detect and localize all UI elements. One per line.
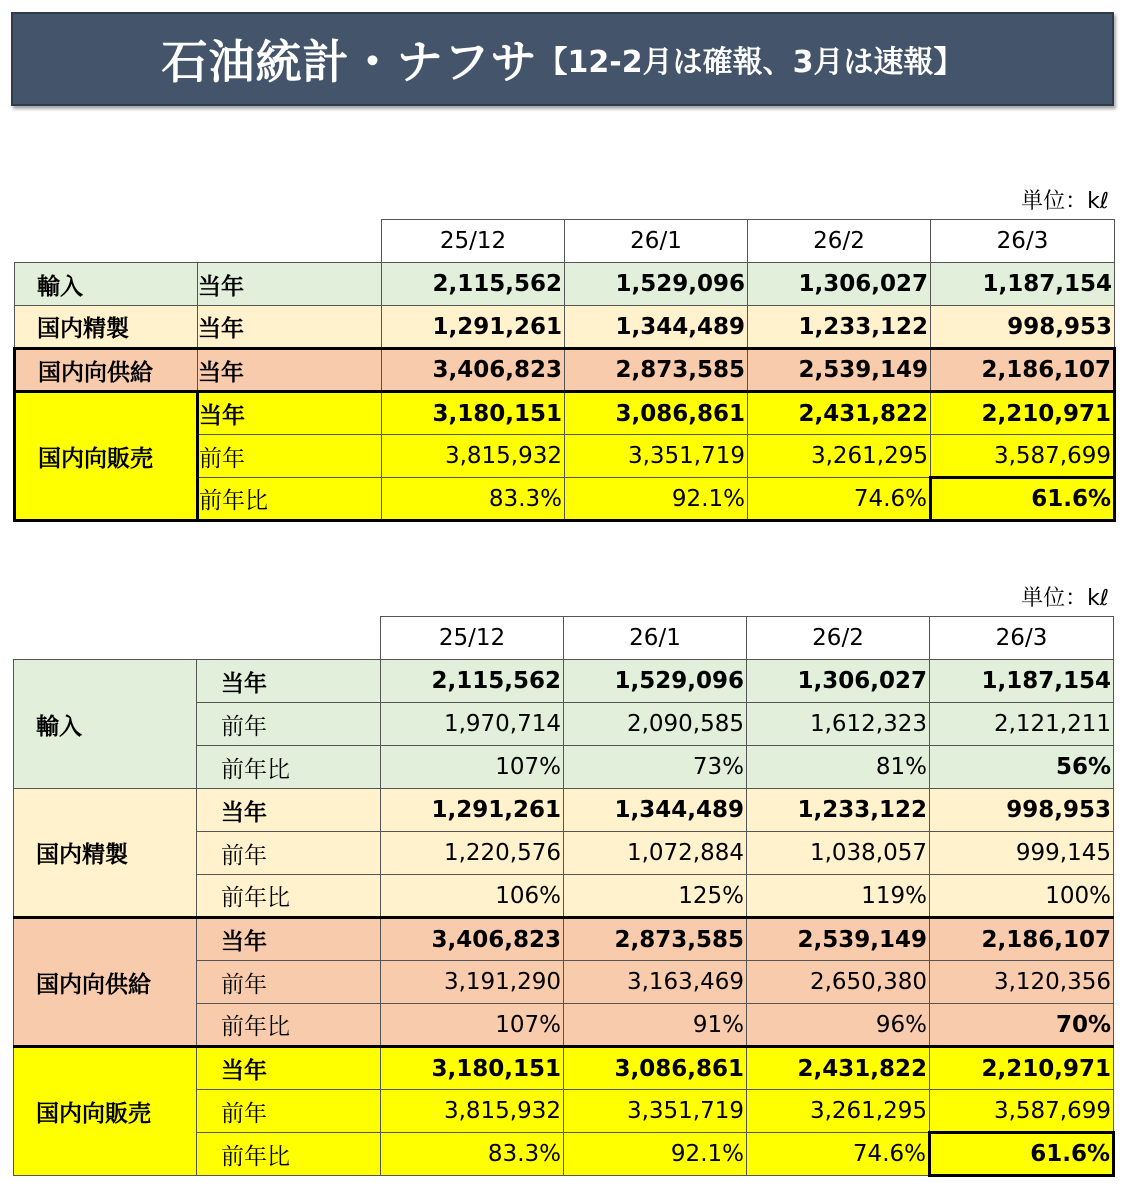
category-label: 国内精製 (15, 306, 198, 349)
value-cell: 3,587,699 (931, 435, 1115, 478)
category-label: 国内向供給 (15, 349, 198, 392)
value-cell: 2,431,822 (748, 392, 931, 435)
detail-table (13, 616, 1115, 1177)
value-cell: 1,072,884 (564, 832, 747, 875)
value-cell: 1,344,489 (565, 306, 748, 349)
value-cell: 3,120,356 (930, 961, 1114, 1004)
title-banner (11, 12, 1114, 106)
row-type-label: 当年 (197, 660, 381, 703)
value-cell: 106% (381, 875, 564, 918)
value-cell: 1,306,027 (748, 263, 931, 306)
value-cell: 119% (747, 875, 930, 918)
value-cell: 1,233,122 (748, 306, 931, 349)
value-cell: 100% (930, 875, 1114, 918)
unit-label-2: 単位：kℓ (1021, 586, 1109, 611)
import-row (15, 263, 1115, 306)
sales-current-row (15, 392, 1115, 435)
category-label: 輸入 (15, 263, 198, 306)
row-type-label: 当年 (197, 1047, 381, 1090)
value-cell: 2,115,562 (381, 660, 564, 703)
value-cell: 83.3% (381, 1133, 564, 1176)
value-cell: 1,344,489 (564, 789, 747, 832)
value-cell: 83.3% (382, 478, 565, 521)
value-cell: 3,086,861 (565, 392, 748, 435)
value-cell: 3,406,823 (382, 349, 565, 392)
value-cell: 1,291,261 (382, 306, 565, 349)
value-cell: 56% (930, 746, 1114, 789)
value-cell: 2,431,822 (747, 1047, 930, 1090)
supply-row (15, 349, 1115, 392)
value-cell: 2,090,585 (564, 703, 747, 746)
month-header: 26/1 (564, 617, 747, 660)
month-header: 26/1 (565, 220, 748, 263)
value-cell: 92.1% (564, 1133, 747, 1176)
value-cell: 998,953 (930, 789, 1114, 832)
highlighted-ratio-cell: 61.6% (930, 1133, 1114, 1176)
row-type-label: 当年 (198, 306, 382, 349)
month-header: 25/12 (382, 220, 565, 263)
month-header: 26/3 (931, 220, 1115, 263)
value-cell: 3,351,719 (564, 1090, 747, 1133)
highlighted-ratio-cell: 61.6% (931, 478, 1115, 521)
value-cell: 3,815,932 (382, 435, 565, 478)
value-cell: 1,306,027 (747, 660, 930, 703)
row-type-label: 前年 (198, 435, 382, 478)
unit-label-1: 単位：kℓ (1021, 189, 1109, 214)
value-cell: 2,115,562 (382, 263, 565, 306)
value-cell: 92.1% (565, 478, 748, 521)
value-cell: 1,233,122 (747, 789, 930, 832)
category-label: 国内向供給 (14, 918, 197, 1047)
value-cell: 125% (564, 875, 747, 918)
value-cell: 1,187,154 (931, 263, 1115, 306)
row-type-label: 当年 (198, 392, 382, 435)
page-subtitle: 【12-2月は確報、3月は速報】 (537, 45, 964, 80)
value-cell: 3,261,295 (747, 1090, 930, 1133)
row-type-label: 前年比 (197, 746, 381, 789)
value-cell: 2,650,380 (747, 961, 930, 1004)
row-type-label: 当年 (197, 918, 381, 961)
row-type-label: 当年 (198, 349, 382, 392)
value-cell: 70% (930, 1004, 1114, 1047)
month-header: 26/3 (930, 617, 1114, 660)
refining-current-row (14, 789, 1114, 832)
month-header: 25/12 (381, 617, 564, 660)
row-type-label: 前年 (197, 703, 381, 746)
category-label: 国内向販売 (14, 1047, 197, 1176)
value-cell: 1,529,096 (565, 263, 748, 306)
value-cell: 74.6% (748, 478, 931, 521)
value-cell: 3,587,699 (930, 1090, 1114, 1133)
month-header: 26/2 (747, 617, 930, 660)
value-cell: 81% (747, 746, 930, 789)
summary-table (13, 219, 1116, 522)
sales-current-row (14, 1047, 1114, 1090)
value-cell: 3,086,861 (564, 1047, 747, 1090)
row-type-label: 前年比 (197, 1004, 381, 1047)
value-cell: 999,145 (930, 832, 1114, 875)
header-row (14, 617, 1114, 660)
category-label: 輸入 (14, 660, 197, 789)
value-cell: 2,121,211 (930, 703, 1114, 746)
value-cell: 1,970,714 (381, 703, 564, 746)
value-cell: 107% (381, 746, 564, 789)
row-type-label: 前年比 (197, 875, 381, 918)
value-cell: 2,186,107 (930, 918, 1114, 961)
row-type-label: 当年 (198, 263, 382, 306)
value-cell: 1,612,323 (747, 703, 930, 746)
value-cell: 3,163,469 (564, 961, 747, 1004)
row-type-label: 前年 (197, 961, 381, 1004)
value-cell: 2,539,149 (748, 349, 931, 392)
value-cell: 74.6% (747, 1133, 930, 1176)
supply-current-row (14, 918, 1114, 961)
import-current-row (14, 660, 1114, 703)
row-type-label: 前年比 (197, 1133, 381, 1176)
row-type-label: 前年 (197, 832, 381, 875)
value-cell: 107% (381, 1004, 564, 1047)
value-cell: 1,038,057 (747, 832, 930, 875)
value-cell: 3,351,719 (565, 435, 748, 478)
value-cell: 3,191,290 (381, 961, 564, 1004)
category-label: 国内精製 (14, 789, 197, 918)
value-cell: 91% (564, 1004, 747, 1047)
row-type-label: 前年比 (198, 478, 382, 521)
category-label: 国内向販売 (15, 392, 198, 521)
value-cell: 1,220,576 (381, 832, 564, 875)
value-cell: 2,539,149 (747, 918, 930, 961)
value-cell: 2,210,971 (931, 392, 1115, 435)
value-cell: 1,291,261 (381, 789, 564, 832)
value-cell: 3,180,151 (382, 392, 565, 435)
value-cell: 3,815,932 (381, 1090, 564, 1133)
value-cell: 2,186,107 (931, 349, 1115, 392)
value-cell: 2,873,585 (564, 918, 747, 961)
row-type-label: 当年 (197, 789, 381, 832)
page-title: 石油統計・ナフサ (161, 35, 538, 89)
header-row (15, 220, 1115, 263)
value-cell: 2,210,971 (930, 1047, 1114, 1090)
value-cell: 73% (564, 746, 747, 789)
value-cell: 1,529,096 (564, 660, 747, 703)
value-cell: 998,953 (931, 306, 1115, 349)
row-type-label: 前年 (197, 1090, 381, 1133)
value-cell: 3,406,823 (381, 918, 564, 961)
refining-row (15, 306, 1115, 349)
value-cell: 3,261,295 (748, 435, 931, 478)
value-cell: 96% (747, 1004, 930, 1047)
value-cell: 2,873,585 (565, 349, 748, 392)
month-header: 26/2 (748, 220, 931, 263)
value-cell: 3,180,151 (381, 1047, 564, 1090)
value-cell: 1,187,154 (930, 660, 1114, 703)
